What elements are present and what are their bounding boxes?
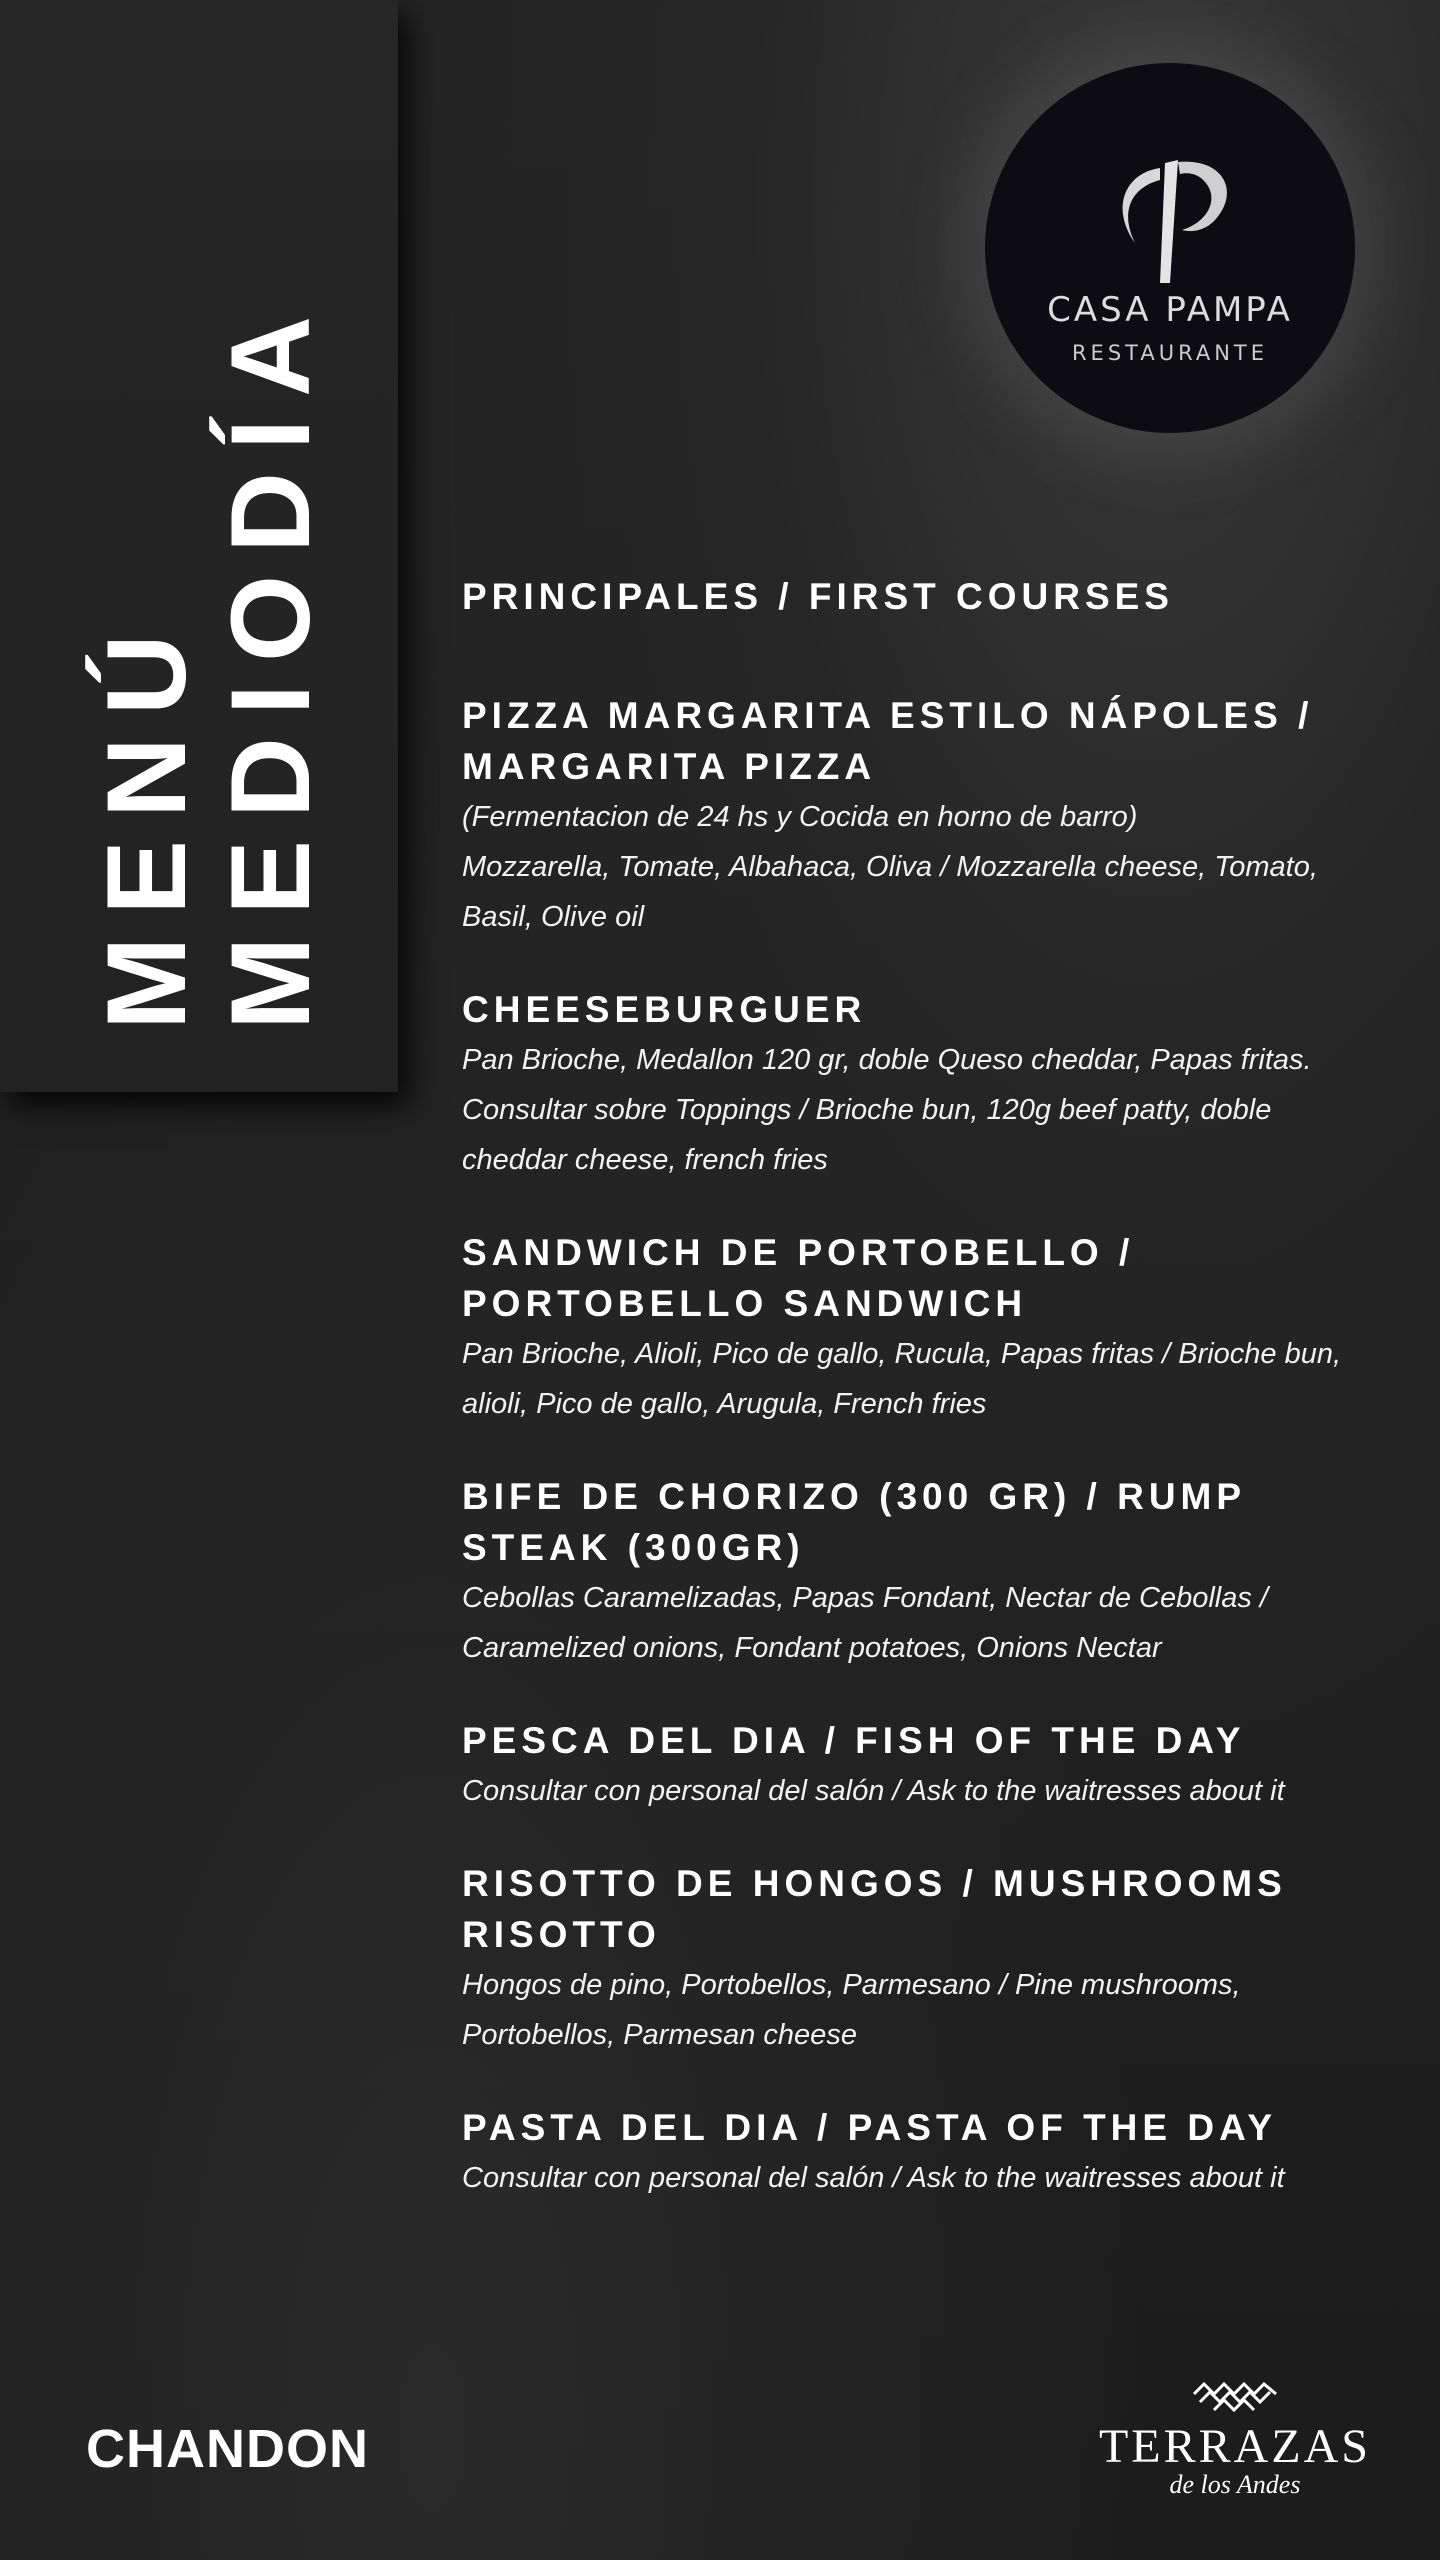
section-title: PRINCIPALES / FIRST COURSES xyxy=(462,576,1174,617)
menu-item xyxy=(462,984,1382,1185)
menu-item-description: Hongos de pino, Portobellos, Parmesano / Pine mushrooms, Portobellos, Parmesan cheese xyxy=(462,1969,1241,2051)
menu-item xyxy=(462,1715,1382,1816)
terrazas-name: TERRAZAS xyxy=(1098,2420,1371,2473)
logo-subtitle: RESTAURANTE xyxy=(1071,341,1269,365)
menu-item xyxy=(462,1858,1382,2060)
menu-item-name: PIZZA MARGARITA ESTILO NÁPOLES / MARGARITA PIZZA xyxy=(462,695,1314,787)
terrazas-emblem-icon xyxy=(1190,2372,1280,2416)
menu-list xyxy=(462,572,1382,2245)
menu-item xyxy=(462,690,1382,942)
menu-item-description: Pan Brioche, Alioli, Pico de gallo, Rucula, Papas fritas / Brioche bun, alioli, Pico de gallo, Arugula, French fries xyxy=(462,1338,1342,1420)
menu-title xyxy=(85,290,333,1030)
menu-item-description: Consultar con personal del salón / Ask to the waitresses about it xyxy=(462,2162,1285,2194)
menu-item-note: (Fermentacion de 24 hs y Cocida en horno de barro) xyxy=(462,801,1138,833)
terrazas-logo xyxy=(1090,2372,1380,2498)
menu-item-name: PASTA DEL DIA / PASTA OF THE DAY xyxy=(462,2107,1278,2148)
casa-pampa-logo-icon xyxy=(1090,148,1250,288)
restaurant-logo xyxy=(985,63,1355,433)
menu-item-name: CHEESEBURGUER xyxy=(462,989,867,1030)
menu-item-description: Pan Brioche, Medallon 120 gr, doble Queso cheddar, Papas fritas. Consultar sobre Toppings / Brioche bun, 120g beef patty, doble cheddar cheese, french fries xyxy=(462,1044,1312,1176)
menu-item xyxy=(462,1227,1382,1429)
terrazas-subtitle: de los Andes xyxy=(1169,2470,1301,2499)
menu-item-name: PESCA DEL DIA / FISH OF THE DAY xyxy=(462,1720,1246,1761)
chandon-logo: CHANDON xyxy=(86,2419,369,2479)
menu-title-line1: MENÚ xyxy=(84,612,209,1030)
menu-item-description: Consultar con personal del salón / Ask to the waitresses about it xyxy=(462,1775,1285,1807)
logo-name: CASA PAMPA xyxy=(1047,290,1293,330)
menu-item-name: SANDWICH DE PORTOBELLO / PORTOBELLO SANDWICH xyxy=(462,1232,1135,1324)
menu-item-name: BIFE DE CHORIZO (300 GR) / RUMP STEAK (300GR) xyxy=(462,1476,1246,1568)
menu-item xyxy=(462,2102,1382,2203)
menu-item-name: RISOTTO DE HONGOS / MUSHROOMS RISOTTO xyxy=(462,1863,1287,1955)
menu-item-description: Cebollas Caramelizadas, Papas Fondant, Nectar de Cebollas / Caramelized onions, Fondant potatoes, Onions Nectar xyxy=(462,1582,1268,1664)
menu-item xyxy=(462,1471,1382,1673)
menu-item-description: Mozzarella, Tomate, Albahaca, Oliva / Mozzarella cheese, Tomato, Basil, Olive oil xyxy=(462,851,1318,933)
menu-title-line2: MEDIODÍA xyxy=(208,294,333,1030)
